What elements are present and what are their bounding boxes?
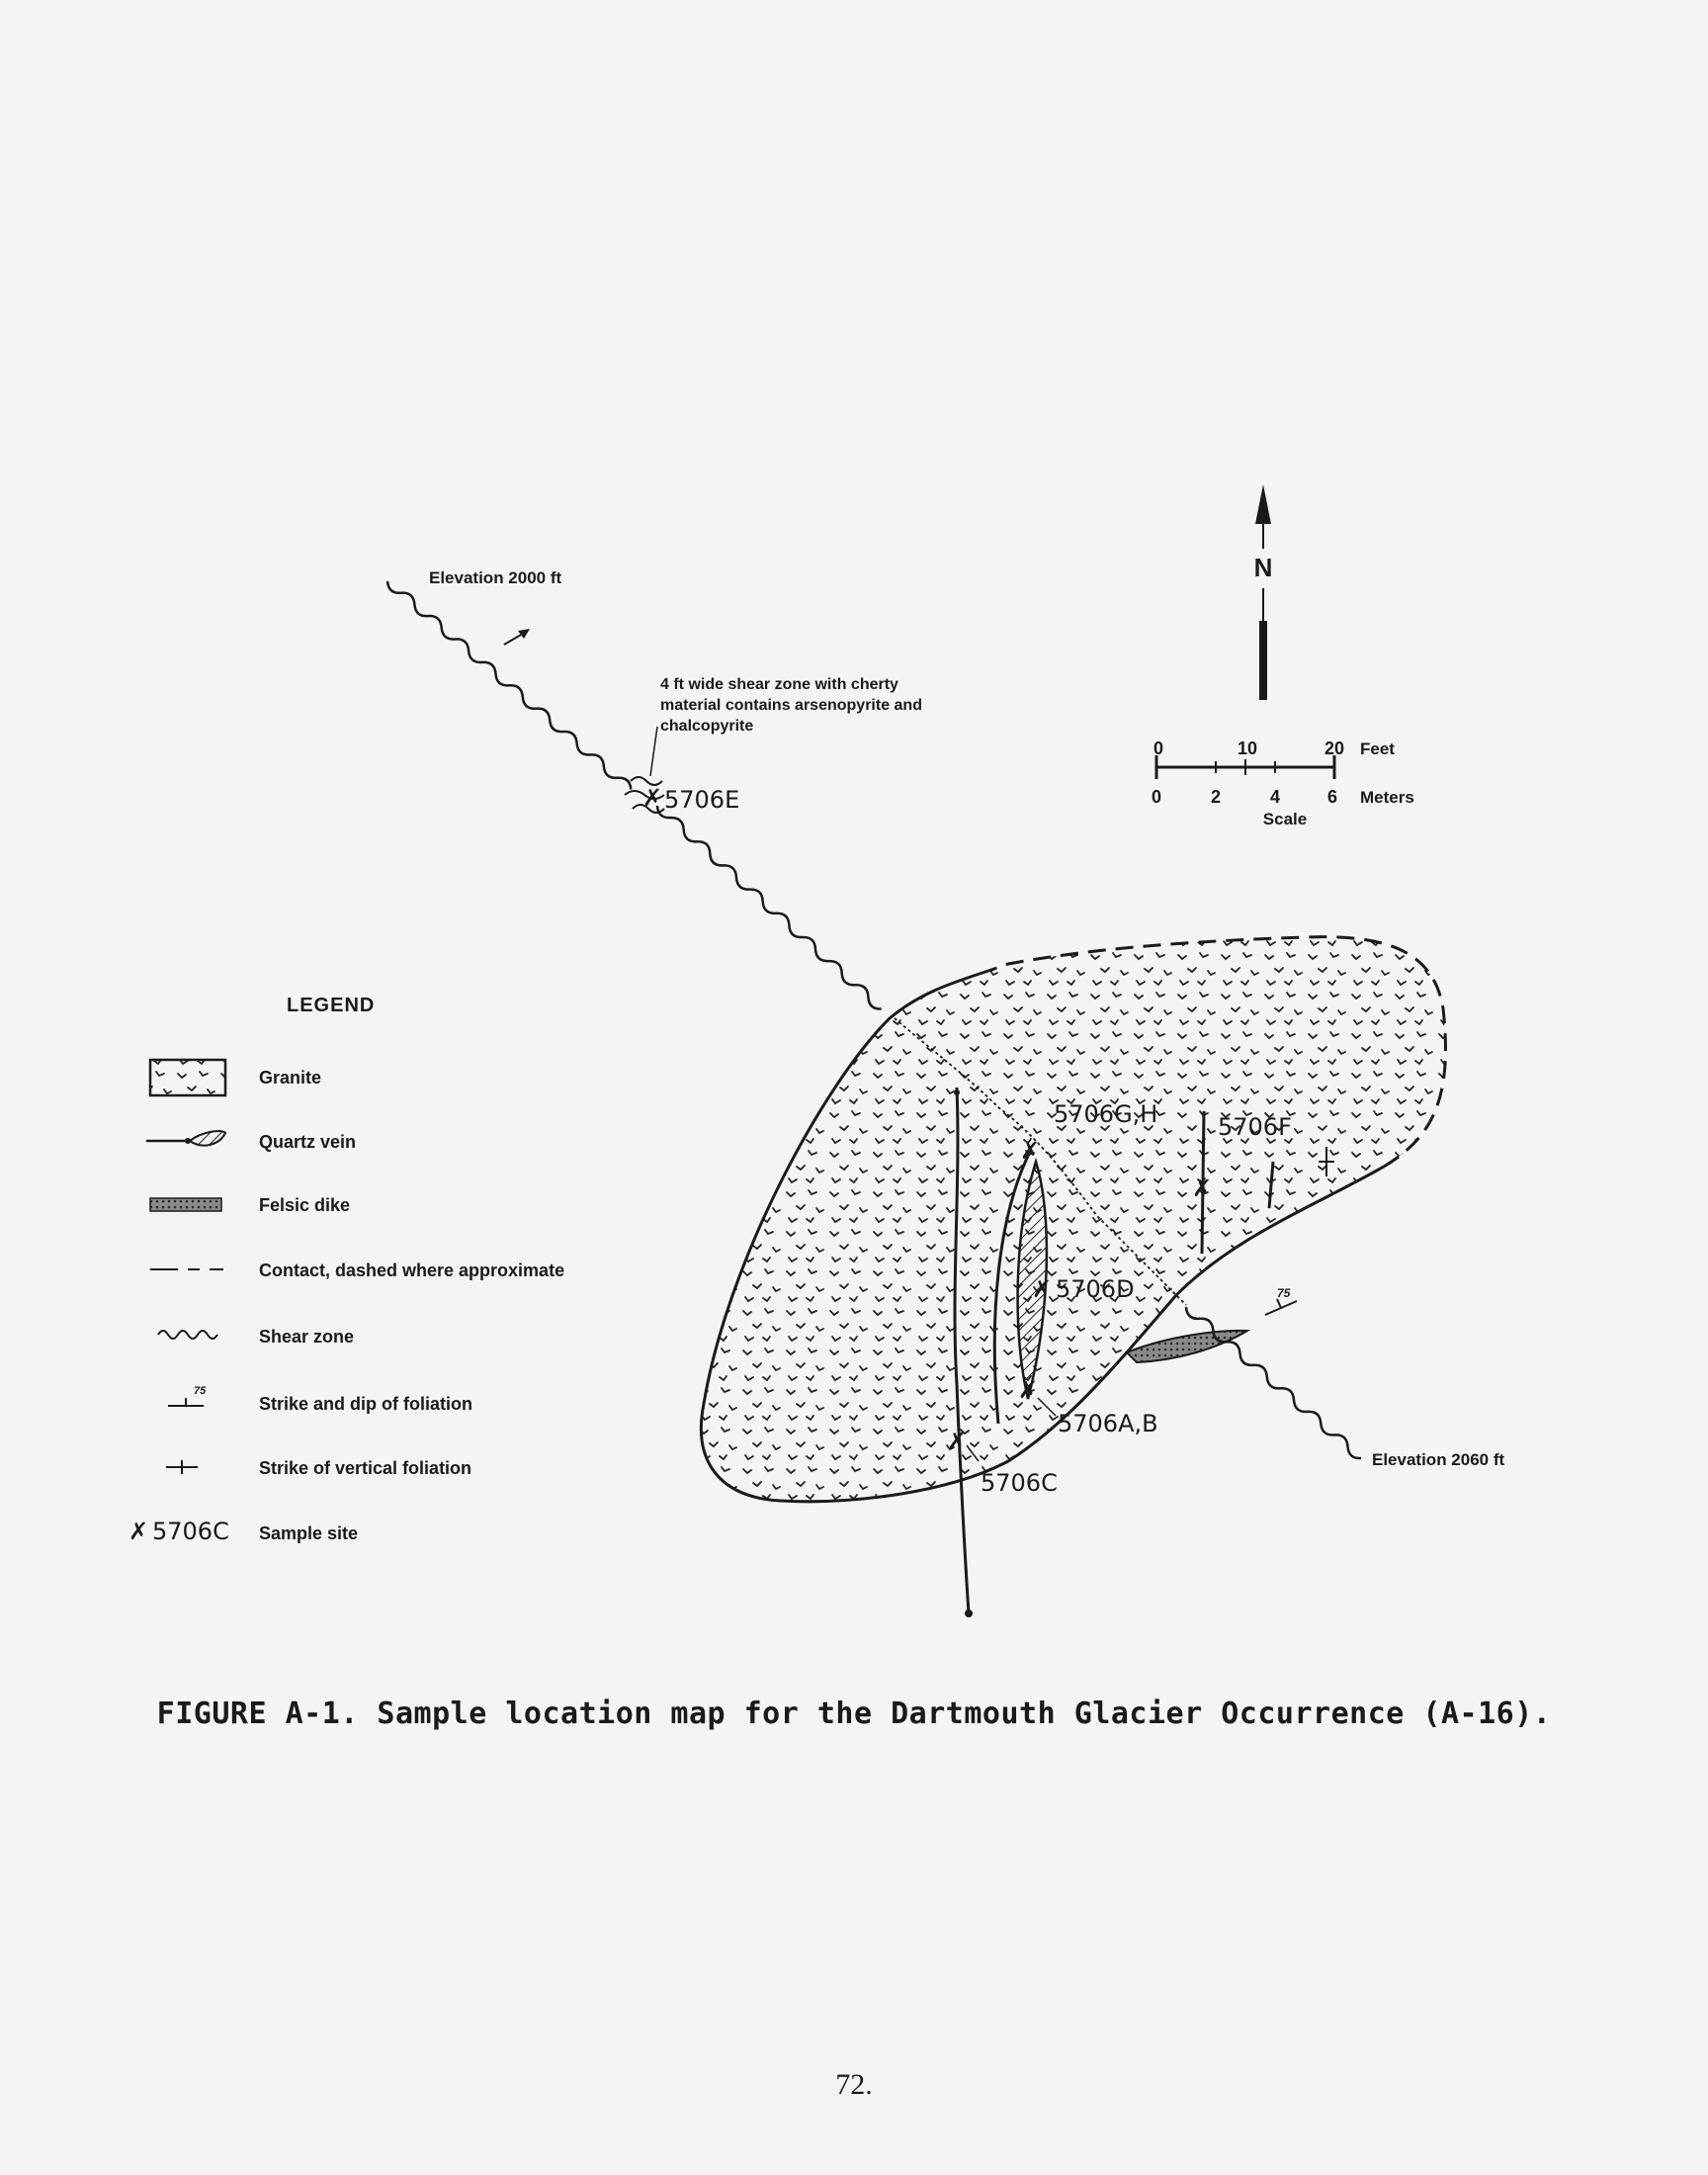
strike-dip-value: 75 <box>1277 1286 1291 1300</box>
legend-item-felsic-dike <box>150 1195 350 1215</box>
legend-item-sample-site <box>128 1518 358 1545</box>
scale-meter-tick-0: 0 <box>1151 787 1162 807</box>
scale-meter-unit: Meters <box>1360 788 1414 807</box>
shear-note-line-3: chalcopyrite <box>660 718 754 735</box>
sample-label-5706AB: 5706A,B <box>1058 1410 1158 1437</box>
scale-feet-tick-0: 0 <box>1153 739 1164 758</box>
elevation-nw-label: Elevation 2000 ft <box>429 568 562 587</box>
svg-text:5706C: 5706C <box>152 1518 229 1545</box>
sample-marker-icon: ✗ <box>642 784 663 812</box>
legend-item-granite <box>150 1060 321 1095</box>
north-arrow <box>1254 484 1273 700</box>
page-number: 72. <box>835 2068 873 2101</box>
sample-label-5706D: 5706D <box>1056 1275 1135 1303</box>
north-arrow-head-icon <box>1255 484 1271 524</box>
scale-meter-tick-2: 2 <box>1210 787 1222 807</box>
legend-item-quartz-vein <box>146 1131 356 1152</box>
svg-text:Shear zone: Shear zone <box>259 1327 355 1347</box>
svg-text:Sample site: Sample site <box>259 1523 359 1543</box>
sample-site-5706D <box>1032 1275 1135 1303</box>
dip-arrow-icon <box>504 629 530 645</box>
sample-marker-icon: ✗ <box>1032 1275 1053 1303</box>
svg-text:75: 75 <box>194 1385 207 1397</box>
svg-text:Contact, dashed where approxim: Contact, dashed where approximate <box>259 1261 565 1280</box>
svg-text:Strike and dip of foliation: Strike and dip of foliation <box>259 1394 472 1414</box>
sample-marker-icon: ✗ <box>1018 1376 1039 1404</box>
sample-marker-icon: ✗ <box>1020 1137 1041 1165</box>
legend-item-contact <box>150 1261 564 1280</box>
scale-meter-tick-6: 6 <box>1326 787 1338 807</box>
sample-site-5706E <box>642 784 739 814</box>
scale-feet-tick-10: 10 <box>1237 739 1258 758</box>
north-label: N <box>1253 553 1273 582</box>
sample-label-5706E: 5706E <box>664 786 740 814</box>
shear-note-line-1: 4 ft wide shear zone with cherty <box>660 676 898 693</box>
scale-feet-tick-20: 20 <box>1324 739 1345 758</box>
scale-label: Scale <box>1262 810 1308 828</box>
legend-item-shear-zone <box>158 1327 354 1347</box>
svg-text:Granite: Granite <box>259 1068 322 1088</box>
strike-dip-symbol <box>1265 1286 1297 1315</box>
svg-text:Quartz vein: Quartz vein <box>259 1132 357 1152</box>
figure-caption: FIGURE A-1. Sample location map for the Dartmouth Glacier Occurrence (A-16). <box>156 1696 1552 1731</box>
granite-swatch-icon <box>150 1060 225 1095</box>
svg-text:Felsic dike: Felsic dike <box>259 1195 351 1215</box>
shear-zone-swatch-icon <box>158 1331 217 1339</box>
scale-feet-unit: Feet <box>1360 740 1395 758</box>
legend-title: LEGEND <box>287 995 376 1016</box>
felsic-dike <box>1127 1331 1247 1362</box>
sample-marker-icon: ✗ <box>1192 1174 1213 1202</box>
sample-marker-icon: ✗ <box>947 1428 968 1455</box>
scale-bar <box>1152 739 1414 828</box>
legend-item-vertical-foliation <box>166 1458 471 1478</box>
sample-label-5706F: 5706F <box>1218 1113 1292 1141</box>
sample-label-5706GH: 5706G,H <box>1054 1100 1158 1128</box>
legend-item-strike-dip <box>168 1385 472 1414</box>
svg-text:Strike of vertical foliation: Strike of vertical foliation <box>259 1458 472 1478</box>
sample-label-5706C: 5706C <box>981 1469 1058 1497</box>
quartz-vein-swatch-icon <box>190 1131 225 1146</box>
sample-site-swatch-icon: ✗ <box>128 1518 149 1545</box>
elevation-se-label: Elevation 2060 ft <box>1372 1450 1505 1469</box>
felsic-dike-swatch-icon <box>150 1198 221 1211</box>
shear-note-line-2: material contains arsenopyrite and <box>660 697 922 714</box>
legend <box>128 995 564 1545</box>
scale-meter-tick-4: 4 <box>1269 787 1281 807</box>
